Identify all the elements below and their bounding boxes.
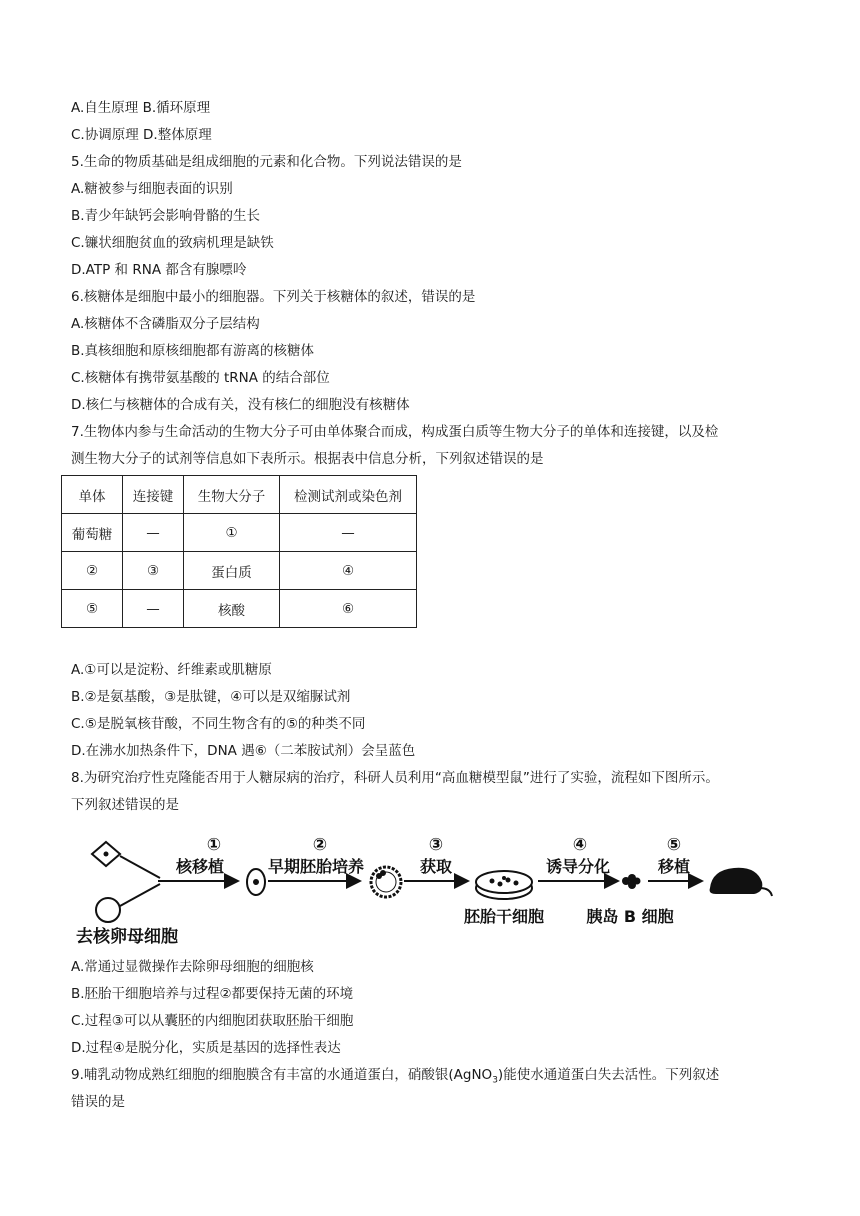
question-9-subscript: 3 bbox=[492, 1075, 498, 1086]
table-cell: — bbox=[280, 514, 417, 552]
question-9-stem-2: 错误的是 bbox=[71, 1094, 125, 1110]
question-5-option-a: A.糖被参与细胞表面的识别 bbox=[71, 181, 233, 197]
islet-b-cell-label: 胰岛 B 细胞 bbox=[586, 907, 674, 926]
question-7-stem-1: 7.生物体内参与生命活动的生物大分子可由单体聚合而成，构成蛋白质等生物大分子的单体和连接键，以及检 bbox=[71, 424, 719, 440]
question-6-option-a: A.核糖体不含磷脂双分子层结构 bbox=[71, 316, 260, 332]
table-cell: ⑤ bbox=[62, 590, 123, 628]
step-label-3: 获取 bbox=[419, 857, 453, 876]
step-label-5: 移植 bbox=[657, 857, 691, 876]
petri-dish-icon bbox=[476, 871, 532, 899]
stem-cell-label: 胚胎干细胞 bbox=[463, 907, 545, 926]
table-cell: — bbox=[123, 514, 184, 552]
islet-cells-icon bbox=[622, 874, 641, 889]
question-9-stem-part-2: )能使水通道蛋白失去活性。下列叙述 bbox=[497, 1067, 720, 1083]
question-7-option-b: B.②是氨基酸，③是肽键，④可以是双缩脲试剂 bbox=[71, 689, 351, 705]
question-6-option-d: D.核仁与核糖体的合成有关，没有核仁的细胞没有核糖体 bbox=[71, 397, 410, 413]
question-6-option-b: B.真核细胞和原核细胞都有游离的核糖体 bbox=[71, 343, 315, 359]
question-9-stem-part-1: 9.哺乳动物成熟红细胞的细胞膜含有丰富的水通道蛋白，硝酸银(AgNO bbox=[71, 1067, 493, 1083]
table-header: 单体 bbox=[62, 476, 123, 514]
step-label-2: 早期胚胎培养 bbox=[267, 857, 365, 876]
table-row bbox=[62, 552, 417, 590]
table-header: 生物大分子 bbox=[184, 476, 280, 514]
mouse-icon bbox=[710, 868, 772, 896]
macromolecule-table bbox=[61, 475, 417, 628]
question-9-stem-1 bbox=[71, 1065, 719, 1091]
table-row bbox=[62, 590, 417, 628]
step-label-4: 诱导分化 bbox=[545, 857, 611, 876]
reconstructed-egg-icon bbox=[247, 869, 265, 895]
table-cell: ② bbox=[62, 552, 123, 590]
oocyte-label: 去核卵母细胞 bbox=[76, 927, 178, 947]
table-cell: ① bbox=[184, 514, 280, 552]
question-8-stem-2: 下列叙述错误的是 bbox=[71, 797, 179, 813]
table-cell: 核酸 bbox=[184, 590, 280, 628]
step-number-3: ③ bbox=[428, 835, 444, 855]
blastocyst-icon bbox=[371, 867, 401, 897]
question-6-option-c: C.核糖体有携带氨基酸的 tRNA 的结合部位 bbox=[71, 370, 330, 386]
table-header: 检测试剂或染色剂 bbox=[280, 476, 417, 514]
donor-nucleus-icon bbox=[92, 842, 120, 866]
option-a-b-line: A.自生原理 B.循环原理 bbox=[71, 100, 211, 116]
oocyte-icon bbox=[96, 898, 120, 922]
table-cell: ④ bbox=[280, 552, 417, 590]
question-7-option-d: D.在沸水加热条件下，DNA 遇⑥（二苯胺试剂）会呈蓝色 bbox=[71, 743, 416, 759]
question-5-stem: 5.生命的物质基础是组成细胞的元素和化合物。下列说法错误的是 bbox=[71, 154, 462, 170]
question-8-stem-1: 8.为研究治疗性克隆能否用于人糖尿病的治疗，科研人员利用“高血糖模型鼠”进行了实验，流程如下图所示。 bbox=[71, 770, 719, 786]
question-7-stem-2: 测生物大分子的试剂等信息如下表所示。根据表中信息分析，下列叙述错误的是 bbox=[71, 451, 544, 467]
question-8-option-c: C.过程③可以从囊胚的内细胞团获取胚胎干细胞 bbox=[71, 1013, 354, 1029]
question-7-option-c: C.⑤是脱氧核苷酸，不同生物含有的⑤的种类不同 bbox=[71, 716, 366, 732]
table-cell: 蛋白质 bbox=[184, 552, 280, 590]
cloning-flow-diagram bbox=[70, 826, 790, 948]
table-row bbox=[62, 514, 417, 552]
table-cell: ⑥ bbox=[280, 590, 417, 628]
table-header-row bbox=[62, 476, 417, 514]
question-5-option-d: D.ATP 和 RNA 都含有腺嘌呤 bbox=[71, 262, 247, 278]
table-cell: — bbox=[123, 590, 184, 628]
question-8-option-a: A.常通过显微操作去除卵母细胞的细胞核 bbox=[71, 959, 314, 975]
step-label-1: 核移植 bbox=[175, 857, 225, 876]
table-cell: 葡萄糖 bbox=[62, 514, 123, 552]
question-8-option-d: D.过程④是脱分化，实质是基因的选择性表达 bbox=[71, 1040, 341, 1056]
flow-diagram-svg bbox=[70, 826, 790, 948]
table-cell: ③ bbox=[123, 552, 184, 590]
step-number-1: ① bbox=[206, 835, 222, 855]
question-7-option-a: A.①可以是淀粉、纤维素或肌糖原 bbox=[71, 662, 272, 678]
question-5-option-c: C.镰状细胞贫血的致病机理是缺铁 bbox=[71, 235, 274, 251]
step-number-2: ② bbox=[312, 835, 328, 855]
step-number-5: ⑤ bbox=[666, 835, 682, 855]
question-5-option-b: B.青少年缺钙会影响骨骼的生长 bbox=[71, 208, 261, 224]
question-8-option-b: B.胚胎干细胞培养与过程②都要保持无菌的环境 bbox=[71, 986, 354, 1002]
question-6-stem: 6.核糖体是细胞中最小的细胞器。下列关于核糖体的叙述，错误的是 bbox=[71, 289, 476, 305]
step-number-4: ④ bbox=[572, 835, 588, 855]
table-header: 连接键 bbox=[123, 476, 184, 514]
option-c-d-line: C.协调原理 D.整体原理 bbox=[71, 127, 212, 143]
